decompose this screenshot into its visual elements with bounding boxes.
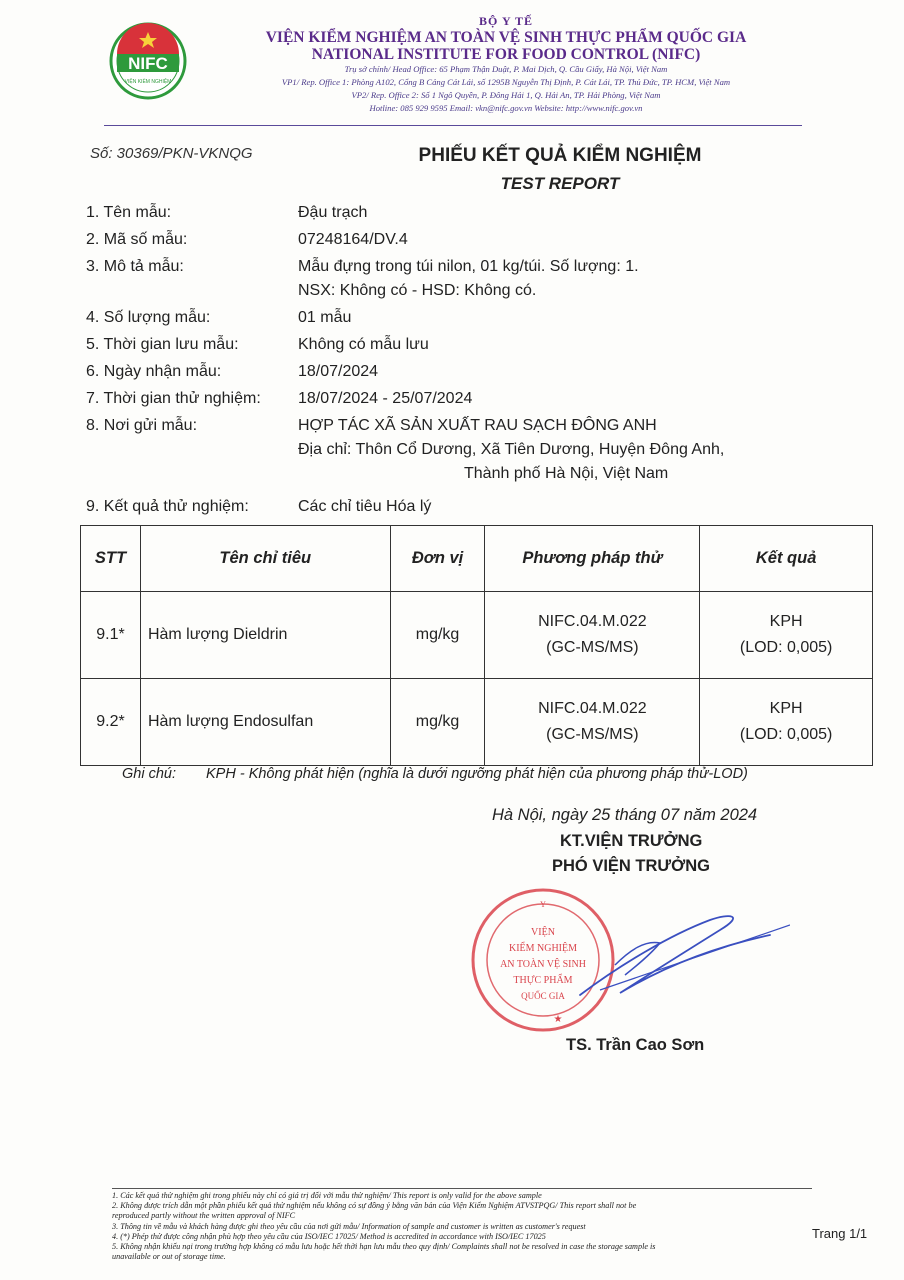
- method-technique: (GC-MS/MS): [546, 639, 639, 656]
- institute-name-vn: VIỆN KIỂM NGHIỆM AN TOÀN VỆ SINH THỰC PHẨM QUỐC GIA: [265, 29, 747, 46]
- cell-name: Hàm lượng Dieldrin: [140, 592, 390, 679]
- cell-stt: 9.1*: [81, 592, 141, 679]
- sender-address-line-1: Địa chỉ: Thôn Cổ Dương, Xã Tiên Dương, Huyện Đông Anh,: [298, 441, 725, 458]
- column-header-method: Phương pháp thử: [485, 526, 700, 592]
- note-label: Ghi chú:: [122, 766, 176, 782]
- document-number: Số: 30369/PKN-VKNQG: [90, 145, 253, 162]
- info-row-sender: [86, 415, 846, 496]
- info-label: 4. Số lượng mẫu:: [86, 309, 211, 326]
- result-lod: (LOD: 0,005): [739, 639, 833, 656]
- column-header-result: Kết quả: [700, 526, 873, 592]
- table-note: [122, 766, 748, 782]
- method-code: NIFC.04.M.022: [538, 613, 647, 630]
- place-and-date: Hà Nội, ngày 25 tháng 07 năm 2024: [492, 806, 758, 824]
- sender-name: HỢP TÁC XÃ SẢN XUẤT RAU SẠCH ĐÔNG ANH: [298, 417, 657, 434]
- info-row-code: [86, 229, 846, 256]
- svg-text:Y: Y: [540, 900, 546, 909]
- info-row-result: [86, 496, 846, 523]
- info-label: 8. Nơi gửi mẫu:: [86, 417, 198, 434]
- footer-divider: [112, 1188, 812, 1189]
- table-row: [81, 679, 873, 766]
- cell-result: [700, 592, 873, 679]
- signer-position-2: PHÓ VIỆN TRƯỞNG: [552, 857, 710, 875]
- info-label: 7. Thời gian thử nghiệm:: [86, 390, 261, 407]
- stamp-line: AN TOÀN VỆ SINH: [500, 959, 586, 970]
- cell-name: Hàm lượng Endosulfan: [140, 679, 390, 766]
- logo-text: NIFC: [128, 54, 168, 73]
- info-label: 6. Ngày nhận mẫu:: [86, 363, 222, 380]
- stamp-line: VIỆN: [531, 927, 555, 938]
- footer-line: 5. Không nhận khiếu nại trong trường hợp không có mẫu lưu hoặc hết thời hạn lưu mẫu theo quy định/ Complaints shall not be resolved in case the storage sample is: [112, 1242, 656, 1252]
- logo-subtext: VIỆN KIỂM NGHIỆM: [124, 79, 172, 85]
- info-row-quantity: [86, 307, 846, 334]
- handwritten-signature: [560, 895, 790, 1015]
- info-value: 07248164/DV.4: [298, 231, 408, 248]
- cell-method: [485, 679, 700, 766]
- cell-result: [700, 679, 873, 766]
- info-row-test-period: [86, 388, 846, 415]
- footer-line: reproduced partly without the written approval of NIFC: [112, 1211, 296, 1221]
- rep-office-2-address: VP2/ Rep. Office 2: Số 1 Ngô Quyền, P. Đông Hải 1, Q. Hải An, TP. Hải Phòng, Việt Nam: [351, 90, 661, 100]
- footer-line: 4. (*) Phép thử được công nhận phù hợp theo yêu cầu của ISO/IEC 17025/ Method is accredited in accordance with ISO/IEC 17025: [112, 1231, 546, 1241]
- sample-info: [86, 202, 846, 523]
- info-row-description: [86, 256, 846, 307]
- ministry-name: BỘ Y TẾ: [479, 14, 533, 28]
- header-divider: [104, 125, 802, 126]
- column-header-stt: STT: [81, 526, 141, 592]
- table-row: [81, 592, 873, 679]
- result-value: KPH: [769, 700, 803, 717]
- page-number: Trang 1/1: [812, 1226, 868, 1241]
- cell-stt: 9.2*: [81, 679, 141, 766]
- info-label: 9. Kết quả thử nghiệm:: [86, 498, 249, 515]
- result-value: KPH: [769, 613, 803, 630]
- info-label: 2. Mã số mẫu:: [86, 231, 188, 248]
- stamp-line: THỰC PHẨM: [513, 975, 573, 986]
- contact-line: Hotline: 085 929 9595 Email: vkn@nifc.gov.vn Website: http://www.nifc.gov.vn: [369, 103, 643, 113]
- footer-line: 3. Thông tin về mẫu và khách hàng được ghi theo yêu cầu của nơi gửi mẫu/ Information of sample and customer is written as customer's request: [112, 1221, 586, 1231]
- info-row-received: [86, 361, 846, 388]
- document-subtitle: TEST REPORT: [500, 174, 620, 193]
- sender-address-line-2: Thành phố Hà Nội, Việt Nam: [464, 465, 669, 482]
- info-value: Các chỉ tiêu Hóa lý: [298, 498, 432, 515]
- info-value: Mẫu đựng trong túi nilon, 01 kg/túi. Số lượng: 1.: [298, 258, 639, 275]
- info-row-name: [86, 202, 846, 229]
- info-row-storage: [86, 334, 846, 361]
- table-header-row: [81, 526, 873, 592]
- column-header-name: Tên chỉ tiêu: [140, 526, 390, 592]
- institute-name-en: NATIONAL INSTITUTE FOR FOOD CONTROL (NIFC): [311, 46, 701, 63]
- info-value: 18/07/2024: [298, 363, 379, 380]
- column-header-unit: Đơn vị: [390, 526, 485, 592]
- stamp-line: KIỂM NGHIỆM: [508, 943, 578, 954]
- footer-line: unavailable or out of storage time.: [112, 1252, 226, 1262]
- info-value: 01 mẫu: [298, 309, 352, 326]
- info-value-line-2: NSX: Không có - HSD: Không có.: [298, 282, 537, 299]
- signer-position-1: KT.VIỆN TRƯỞNG: [560, 832, 703, 850]
- cell-unit: mg/kg: [390, 592, 485, 679]
- svg-text:★: ★: [553, 1014, 563, 1025]
- info-label: 1. Tên mẫu:: [86, 204, 172, 221]
- info-value: Không có mẫu lưu: [298, 336, 429, 353]
- result-lod: (LOD: 0,005): [739, 726, 833, 743]
- cell-method: [485, 592, 700, 679]
- note-text: KPH - Không phát hiện (nghĩa là dưới ngưỡng phát hiện của phương pháp thử-LOD): [206, 766, 748, 782]
- info-value: Đậu trạch: [298, 204, 368, 221]
- info-value: 18/07/2024 - 25/07/2024: [298, 390, 473, 407]
- document-title: PHIẾU KẾT QUẢ KIỂM NGHIỆM: [418, 145, 702, 166]
- info-label: 5. Thời gian lưu mẫu:: [86, 336, 239, 353]
- footer-line: 1. Các kết quả thử nghiệm ghi trong phiếu này chỉ có giá trị đối với mẫu thử nghiệm/ This report is only valid for the above sample: [112, 1191, 542, 1200]
- nifc-logo: [104, 22, 192, 100]
- head-office-address: Trụ sở chính/ Head Office: 65 Phạm Thận Duật, P. Mai Dịch, Q. Cầu Giấy, Hà Nội, Việt Nam: [344, 64, 668, 74]
- stamp-line: QUỐC GIA: [521, 991, 565, 1001]
- results-table: [80, 525, 873, 766]
- cell-unit: mg/kg: [390, 679, 485, 766]
- method-technique: (GC-MS/MS): [546, 726, 639, 743]
- method-code: NIFC.04.M.022: [538, 700, 647, 717]
- info-label: 3. Mô tả mẫu:: [86, 258, 184, 275]
- footer-line: 2. Không được trích dẫn một phần phiếu kết quả thử nghiệm nếu không có sự đồng ý bằng văn bản của Viện Kiểm Nghiệm ATVSTPQG/ This report shall not be: [112, 1201, 637, 1211]
- footer-notes: [112, 1191, 822, 1262]
- letterhead: [196, 14, 816, 115]
- signer-name: TS. Trần Cao Sơn: [566, 1036, 705, 1054]
- rep-office-1-address: VP1/ Rep. Office 1: Phòng A102, Cổng B Cảng Cát Lái, số 1295B Nguyễn Thị Định, P. Cát Lái, TP. Thủ Đức, TP. HCM, Việt Nam: [281, 77, 731, 87]
